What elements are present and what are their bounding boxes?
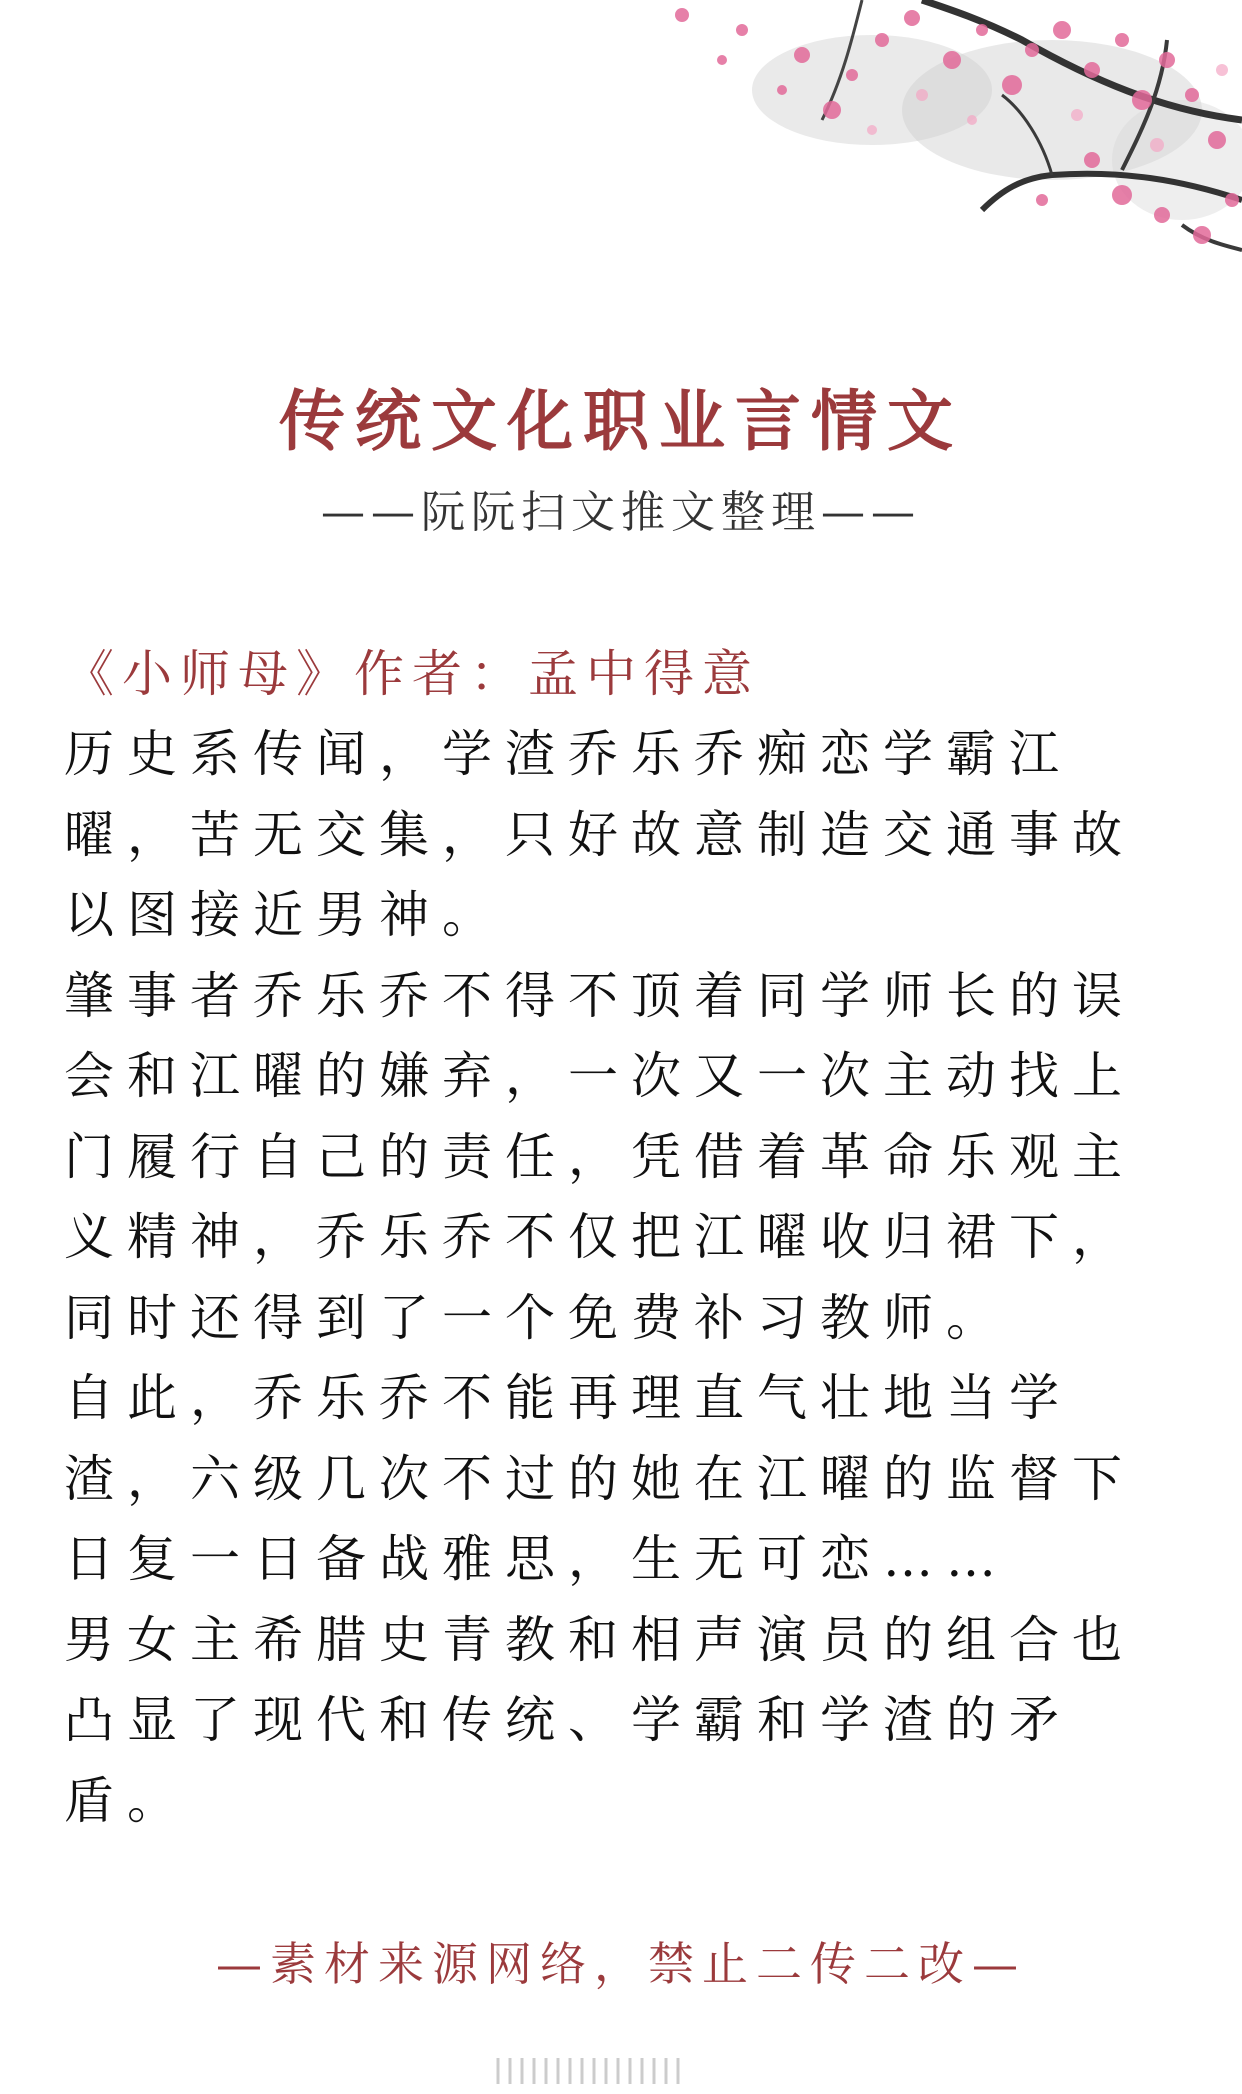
page-subtitle: ——阮阮扫文推文整理——: [321, 487, 921, 538]
synopsis-paragraph: 男女主希腊史青教和相声演员的组合也凸显了现代和传统、学霸和学渣的矛盾。: [64, 1610, 1135, 1830]
synopsis-paragraph: 肇事者乔乐乔不得不顶着同学师长的误会和江曜的嫌弃，一次又一次主动找上门履行自己的责任，凭借着革命乐观主义精神，乔乐乔不仅把江曜收归裙下，同时还得到了一个免费补习教师。: [64, 966, 1135, 1347]
synopsis-paragraph: 自此，乔乐乔不能再理直气壮地当学渣，六级几次不过的她在江曜的监督下日复一日备战雅思，生无可恋……: [64, 1369, 1135, 1588]
plum-blossom-decoration: [622, 0, 1242, 300]
synopsis-paragraph: 历史系传闻，学渣乔乐乔痴恋学霸江曜，苦无交集，只好故意制造交通事故以图接近男神。: [64, 725, 1135, 944]
book-entry: [64, 634, 1184, 1841]
book-title-line: 《小师母》作者：孟中得意: [64, 645, 760, 703]
page-title: 传统文化职业言情文: [279, 382, 963, 460]
watermark-lines: [488, 2056, 758, 2086]
source-notice: —素材来源网络，禁止二传二改—: [216, 1937, 1026, 1991]
